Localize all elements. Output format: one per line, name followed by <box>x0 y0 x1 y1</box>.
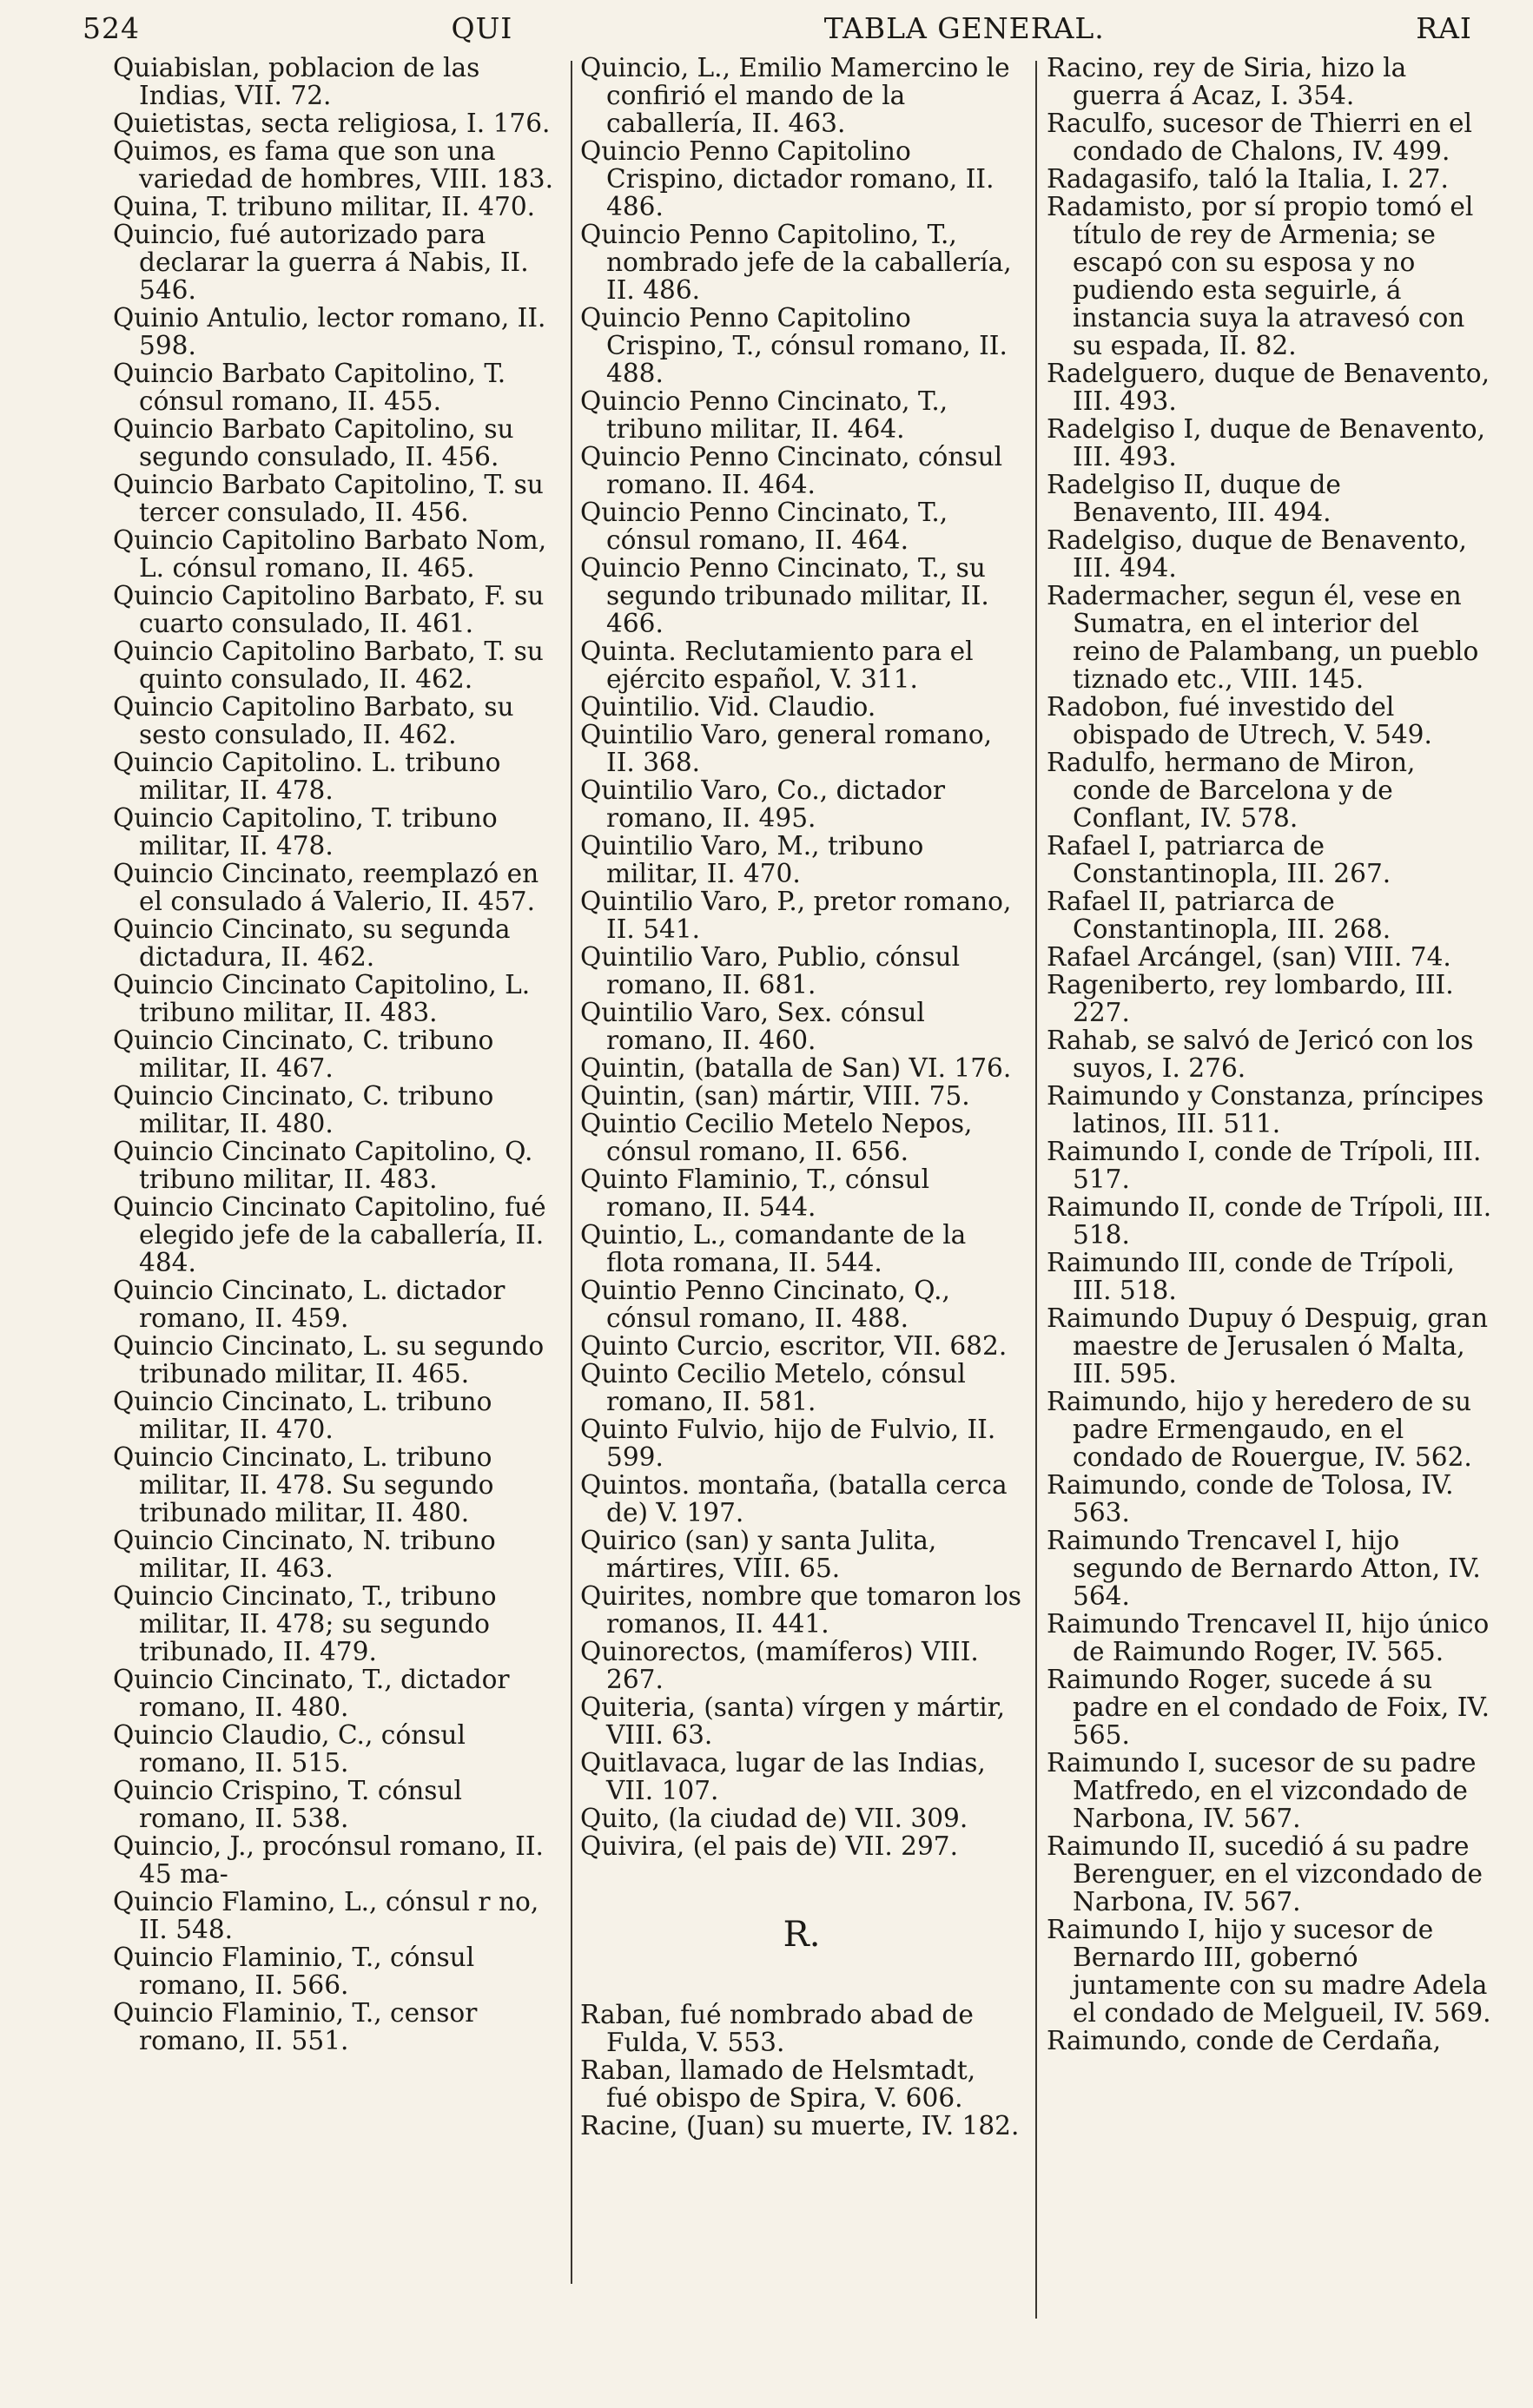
index-entry: Rageniberto, rey lombardo, III. 227. <box>1047 970 1454 1027</box>
index-entry: Quincio Penno Capitolino Crispino, dictador romano, II. 486. <box>580 136 994 221</box>
index-entry: Quitlavaca, lugar de las Indias, VII. 107. <box>580 1748 986 1805</box>
index-entry: Quincio Flaminio, T., censor romano, II. 551. <box>113 1998 478 2055</box>
index-entry: Radulfo, hermano de Miron, conde de Barcelona y de Conflant, IV. 578. <box>1047 748 1416 833</box>
index-entry: Quincio Penno Cincinato, T., su segundo tribunado militar, II. 466. <box>580 553 989 638</box>
index-entry: Raimundo y Constanza, príncipes latinos, III. 511. <box>1047 1081 1484 1138</box>
index-entry: Raimundo III, conde de Trípoli, III. 518. <box>1047 1248 1455 1305</box>
index-entry: Raimundo Trencavel II, hijo único de Raimundo Roger, IV. 565. <box>1047 1609 1490 1666</box>
index-entry: Quinto Curcio, escritor, VII. 682. <box>580 1331 1008 1361</box>
index-entry: Quincio Cincinato, reemplazó en el consulado á Valerio, II. 457. <box>113 859 539 916</box>
index-entry: Quina, T. tribuno militar, II. 470. <box>113 192 536 221</box>
index-entry: Raimundo, conde de Cerdaña, <box>1047 2026 1442 2055</box>
index-entry: Radamisto, por sí propio tomó el título de rey de Armenia; se escapó con su esposa y no pudiendo esta seguirle, á instancia suya la atravesó con su espada, II. 82. <box>1047 192 1474 360</box>
index-entry: Quintilio Varo, P., pretor romano, II. 541. <box>580 887 1012 944</box>
index-entry: Quincio Cincinato, T., dictador romano, II. 480. <box>113 1665 510 1722</box>
index-entry: Quintilio Varo, Co., dictador romano, II. 495. <box>580 775 946 833</box>
index-entry: Quincio Capitolino Barbato, F. su cuarto consulado, II. 461. <box>113 581 545 638</box>
index-entry: Raimundo Trencavel I, hijo segundo de Bernardo Atton, IV. 564. <box>1047 1526 1481 1611</box>
index-entry: Radelgiso I, duque de Benavento, III. 493. <box>1047 414 1486 472</box>
index-entry: Quincio Barbato Capitolino, T. su tercer consulado, II. 456. <box>113 470 544 527</box>
index-entry: Quincio Penno Capitolino, T., nombrado jefe de la caballería, II. 486. <box>580 220 1012 305</box>
index-entry: Quintio, L., comandante de la flota romana, II. 544. <box>580 1220 967 1277</box>
running-header <box>83 5 1472 50</box>
index-entry: Raimundo, hijo y heredero de su padre Ermengaudo, en el condado de Rouergue, IV. 562. <box>1047 1387 1472 1472</box>
index-entry: Raimundo Roger, sucede á su padre en el condado de Foix, IV. 565. <box>1047 1665 1490 1750</box>
index-entry: Quincio Cincinato, T., tribuno militar, II. 478; su segundo tribunado, II. 479. <box>113 1581 497 1666</box>
left-guide-word: QUI <box>451 10 513 45</box>
index-entry: Quincio, J., procónsul romano, II. 45 ma- <box>113 1831 544 1889</box>
index-entry: Quincio Cincinato Capitolino, Q. tribuno militar, II. 483. <box>113 1137 533 1194</box>
index-entry: Quincio Cincinato Capitolino, L. tribuno militar, II. 483. <box>113 970 531 1027</box>
index-entry: Quincio Barbato Capitolino, T. cónsul romano, II. 455. <box>113 359 506 416</box>
index-entry: Quincio, fué autorizado para declarar la guerra á Nabis, II. 546. <box>113 220 529 305</box>
index-entry: Quincio Cincinato, L. tribuno militar, II. 470. <box>113 1387 492 1444</box>
index-entry: Radagasifo, taló la Italia, I. 27. <box>1047 164 1449 194</box>
index-entry: Quincio Cincinato, C. tribuno militar, II. 467. <box>113 1026 494 1083</box>
index-entry: Quincio Crispino, T. cónsul romano, II. 538. <box>113 1776 463 1833</box>
index-entry: Quincio Penno Cincinato, cónsul romano. II. 464. <box>580 442 1003 499</box>
index-entry: Quintilio Varo, Sex. cónsul romano, II. 460. <box>580 998 925 1055</box>
index-column-2 <box>580 54 1023 2140</box>
page-number: 524 <box>83 10 140 45</box>
index-entry: Quincio Penno Cincinato, T., cónsul romano, II. 464. <box>580 498 948 555</box>
index-entry: Quinto Flaminio, T., cónsul romano, II. 544. <box>580 1164 930 1222</box>
index-entry: Quintilio Varo, general romano, II. 368. <box>580 720 993 777</box>
index-entry: Rafael II, patriarca de Constantinopla, III. 268. <box>1047 887 1391 944</box>
index-entry: Quincio Capitolino. L. tribuno militar, II. 478. <box>113 748 501 805</box>
page-title: TABLA GENERAL. <box>823 10 1105 45</box>
index-entry: Quinta. Reclutamiento para el ejército español, V. 311. <box>580 637 974 694</box>
index-entry: Quincio Cincinato, C. tribuno militar, II. 480. <box>113 1081 494 1138</box>
index-entry: Quincio Cincinato, L. su segundo tribunado militar, II. 465. <box>113 1331 545 1389</box>
index-entry: Quintilio Varo, Publio, cónsul romano, II. 681. <box>580 942 961 999</box>
index-entry: Quinorectos, (mamíferos) VIII. 267. <box>580 1637 979 1694</box>
index-entry: Raimundo I, sucesor de su padre Matfredo, en el vizcondado de Narbona, IV. 567. <box>1047 1748 1477 1833</box>
index-entry: Raculfo, sucesor de Thierri en el condado de Chalons, IV. 499. <box>1047 109 1472 166</box>
index-entry: Quinio Antulio, lector romano, II. 598. <box>113 303 546 360</box>
index-entry: Quincio, L., Emilio Mamercino le confirió el mando de la caballería, II. 463. <box>580 53 1010 138</box>
column-rule-right <box>1035 61 1037 2319</box>
index-entry: Quiabislan, poblacion de las Indias, VII. 72. <box>113 53 480 110</box>
index-entry: Radermacher, segun él, vese en Sumatra, en el interior del reino de Palambang, un pueblo tiznado etc., VIII. 145. <box>1047 581 1479 694</box>
index-entry: Quincio Cincinato, L. tribuno militar, II. 478. Su segundo tribunado militar, II. 480. <box>113 1442 494 1527</box>
index-entry: Quincio Flaminio, T., cónsul romano, II. 566. <box>113 1943 475 2000</box>
index-entry: Quintio Penno Cincinato, Q., cónsul romano, II. 488. <box>580 1276 950 1333</box>
index-entry: Quintos. montaña, (batalla cerca de) V. 197. <box>580 1470 1008 1527</box>
index-entry: Quincio Capitolino Barbato, su sesto consulado, II. 462. <box>113 692 514 749</box>
right-guide-word: RAI <box>1416 10 1472 45</box>
index-entry: Quimos, es fama que son una variedad de hombres, VIII. 183. <box>113 136 553 194</box>
index-entry: Rafael Arcángel, (san) VIII. 74. <box>1047 942 1451 972</box>
index-entry: Raimundo, conde de Tolosa, IV. 563. <box>1047 1470 1454 1527</box>
index-entry: Quintilio. Vid. Claudio. <box>580 692 876 722</box>
index-entry: Raimundo II, sucedió á su padre Berenguer, en el vizcondado de Narbona, IV. 567. <box>1047 1831 1483 1917</box>
column-rule-left <box>571 61 572 2284</box>
index-entry: Quintilio Varo, M., tribuno militar, II. 470. <box>580 831 924 888</box>
index-entry: Quirites, nombre que tomaron los romanos, II. 441. <box>580 1581 1021 1639</box>
index-entry: Quinto Cecilio Metelo, cónsul romano, II. 581. <box>580 1359 966 1416</box>
index-entry: Quincio Capitolino, T. tribuno militar, II. 478. <box>113 803 498 861</box>
index-entry: Quincio Claudio, C., cónsul romano, II. 515. <box>113 1720 466 1778</box>
index-entry: Quincio Penno Capitolino Crispino, T., cónsul romano, II. 488. <box>580 303 1008 388</box>
index-entry: Radelgiso, duque de Benavento, III. 494. <box>1047 525 1467 583</box>
index-entry: Quintin, (san) mártir, VIII. 75. <box>580 1081 970 1111</box>
index-entry: Raimundo I, hijo y sucesor de Bernardo III, gobernó juntamente con su madre Adela el condado de Melgueil, IV. 569. <box>1047 1915 1491 2028</box>
section-letter-heading: R. <box>783 1915 821 1955</box>
index-entry: Raimundo I, conde de Trípoli, III. 517. <box>1047 1137 1482 1194</box>
index-entry: Quincio Cincinato, su segunda dictadura, II. 462. <box>113 914 511 972</box>
index-entry: Quincio Flamino, L., cónsul r no, II. 548. <box>113 1887 539 1944</box>
index-entry: Rafael I, patriarca de Constantinopla, III. 267. <box>1047 831 1391 888</box>
index-entry: Quietistas, secta religiosa, I. 176. <box>113 109 551 138</box>
index-entry: Quincio Capitolino Barbato, T. su quinto consulado, II. 462. <box>113 637 544 694</box>
index-entry: Quirico (san) y santa Julita, mártires, VIII. 65. <box>580 1526 937 1583</box>
index-entry: Raban, llamado de Helsmtadt, fué obispo de Spira, V. 606. <box>580 2055 976 2113</box>
index-entry: Quito, (la ciudad de) VII. 309. <box>580 1804 968 1833</box>
index-entry: Rahab, se salvó de Jericó con los suyos, I. 276. <box>1047 1026 1474 1083</box>
index-entry: Radelgiso II, duque de Benavento, III. 494. <box>1047 470 1341 527</box>
index-entry: Racino, rey de Siria, hizo la guerra á Acaz, I. 354. <box>1047 53 1407 110</box>
index-entry: Quincio Cincinato, N. tribuno militar, II. 463. <box>113 1526 496 1583</box>
index-entry: Racine, (Juan) su muerte, IV. 182. <box>580 2111 1020 2141</box>
index-entry: Raimundo Dupuy ó Despuig, gran maestre de Jerusalen ó Malta, III. 595. <box>1047 1303 1489 1389</box>
index-entry: Quincio Barbato Capitolino, su segundo consulado, II. 456. <box>113 414 514 472</box>
index-entry: Quincio Penno Cincinato, T., tribuno militar, II. 464. <box>580 386 948 444</box>
index-entry: Quintio Cecilio Metelo Nepos, cónsul romano, II. 656. <box>580 1109 973 1166</box>
index-entry: Radobon, fué investido del obispado de Utrech, V. 549. <box>1047 692 1432 749</box>
index-entry: Quiteria, (santa) vírgen y mártir, VIII. 63. <box>580 1692 1006 1750</box>
index-entry: Quinto Fulvio, hijo de Fulvio, II. 599. <box>580 1415 996 1472</box>
index-column-3 <box>1047 54 1494 2055</box>
index-entry: Quincio Capitolino Barbato Nom, L. cónsul romano, II. 465. <box>113 525 547 583</box>
index-entry: Raimundo II, conde de Trípoli, III. 518. <box>1047 1192 1492 1250</box>
index-entry: Quincio Cincinato Capitolino, fué elegido jefe de la caballería, II. 484. <box>113 1192 546 1277</box>
index-entry: Quivira, (el pais de) VII. 297. <box>580 1831 959 1861</box>
index-entry: Radelguero, duque de Benavento, III. 493. <box>1047 359 1490 416</box>
index-entry: Quintin, (batalla de San) VI. 176. <box>580 1053 1012 1083</box>
index-entry: Quincio Cincinato, L. dictador romano, II. 459. <box>113 1276 505 1333</box>
index-column-1 <box>113 54 565 2055</box>
index-entry: Raban, fué nombrado abad de Fulda, V. 553. <box>580 2000 974 2057</box>
